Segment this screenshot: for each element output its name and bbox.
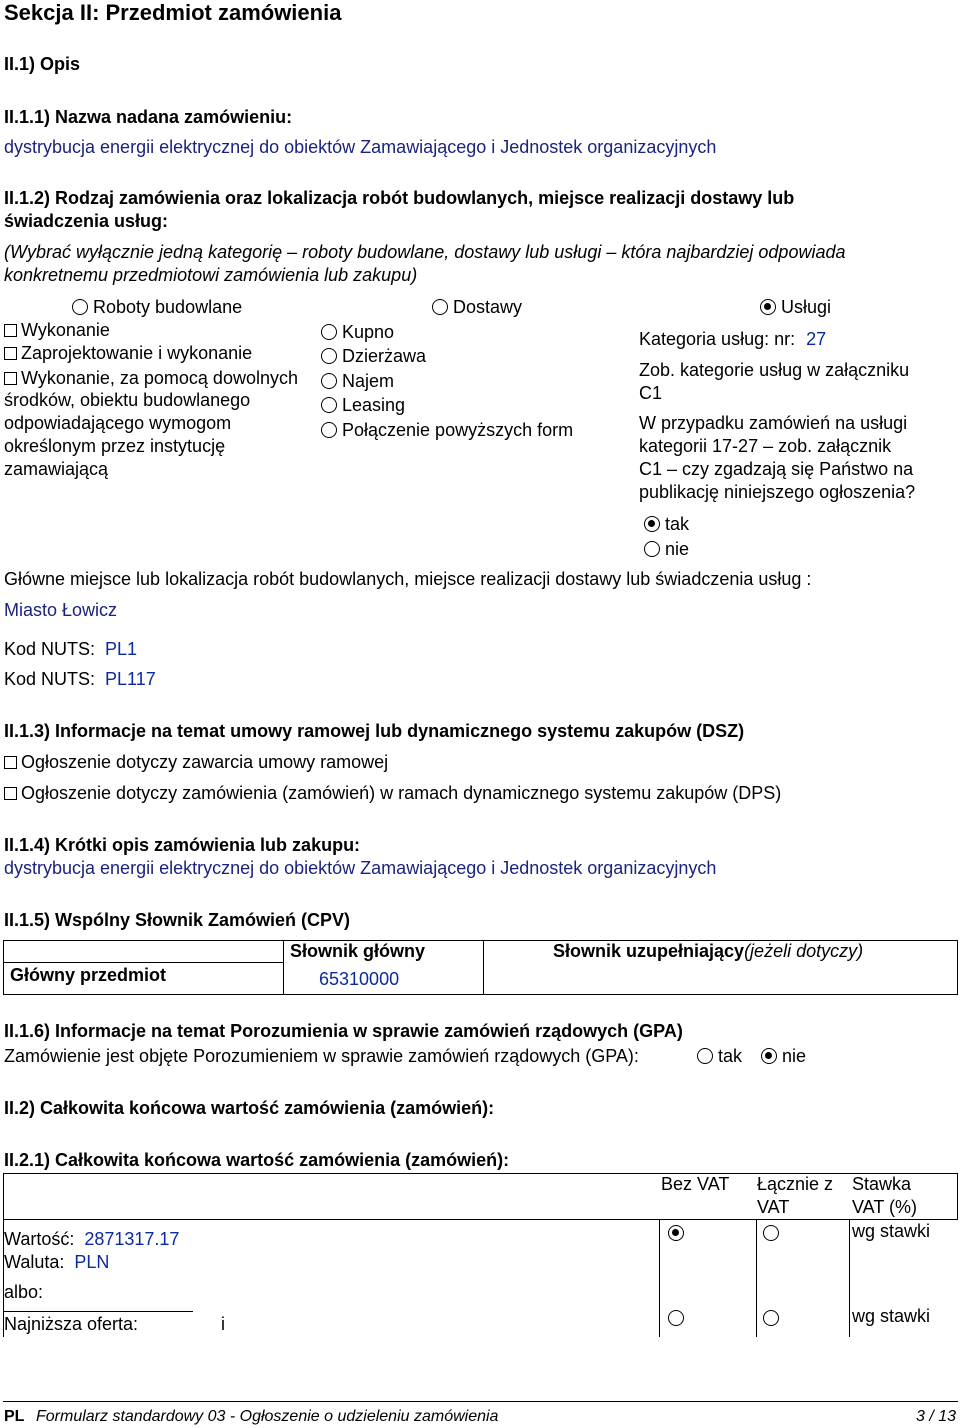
col-stawka-line2: VAT (%) (852, 1197, 918, 1217)
category-roboty[interactable] (72, 296, 242, 319)
radio-icon[interactable] (668, 1310, 684, 1326)
framework-option-2[interactable] (4, 782, 781, 805)
contract-name-value: dystrybucja energii elektrycznej do obiektów Zamawiającego i Jednostek organizacyjnych (4, 137, 717, 157)
roboty-option-zaprojektowanie[interactable] (4, 342, 252, 365)
cpv-col-main: Słownik główny (290, 941, 426, 961)
waluta-value: PLN (74, 1252, 110, 1272)
publication-tak[interactable] (644, 513, 689, 536)
category-uslugi[interactable] (760, 296, 831, 319)
radio-icon[interactable] (697, 1048, 713, 1064)
roboty-option-wykonanie[interactable] (4, 319, 110, 342)
nuts-code-2 (4, 668, 156, 691)
kategoria-label: Kategoria usług: nr: (639, 329, 796, 349)
kategoria-value: 27 (806, 329, 827, 349)
publication-question-line: publikację niniejszego ogłoszenia? (639, 482, 916, 502)
col-lacznie-line2: VAT (757, 1197, 790, 1217)
category-roboty-label: Roboty budowlane (93, 297, 243, 317)
bez-vat-radio[interactable] (668, 1222, 689, 1245)
radio-icon[interactable] (321, 324, 337, 340)
radio-selected-icon[interactable] (760, 299, 776, 315)
location-value: Miasto Łowicz (4, 600, 118, 620)
category-dostawy-label: Dostawy (453, 297, 523, 317)
cpv-col-supp-label: Słownik uzupełniający (553, 941, 745, 961)
gpa-tak[interactable] (697, 1045, 742, 1068)
dostawy-option-najem[interactable] (321, 370, 394, 393)
lacznie-vat-radio[interactable] (763, 1222, 784, 1245)
checkbox-icon[interactable] (4, 756, 17, 769)
cpv-col-supp (553, 940, 863, 963)
roboty-option-line: określonym przez instytucję (4, 436, 226, 456)
waluta-row (4, 1251, 109, 1274)
footer-page: 3 / 13 (915, 1408, 956, 1425)
publication-question-line: W przypadku zamówień na usługi (639, 413, 908, 433)
radio-icon[interactable] (72, 299, 88, 315)
heading-ii14: II.1.4) Krótki opis zamówienia lub zakupu: (4, 835, 361, 855)
category-note-line1: (Wybrać wyłącznie jedną kategorię – roboty budowlane, dostawy lub usługi – która najbardziej odpowiada (4, 242, 846, 262)
nuts-code-1 (4, 638, 137, 661)
nie-label: nie (782, 1046, 807, 1066)
heading-ii13: II.1.3) Informacje na temat umowy ramowej lub dynamicznego systemu zakupów (DSZ) (4, 721, 745, 741)
tak-label: tak (665, 514, 690, 534)
radio-icon[interactable] (321, 397, 337, 413)
radio-icon[interactable] (763, 1310, 779, 1326)
category-note-line2: konkretnemu przedmiotowi zamówienia lub zakupu) (4, 265, 418, 285)
radio-icon[interactable] (321, 348, 337, 364)
cpv-row-label: Główny przedmiot (10, 965, 167, 985)
col-lacznie-line1: Łącznie z (757, 1174, 834, 1194)
dostawy-option-kupno[interactable] (321, 321, 394, 344)
framework-option-1[interactable] (4, 751, 388, 774)
location-label: Główne miejsce lub lokalizacja robót budowlanych, miejsce realizacji dostawy lub świadczenia usług : (4, 569, 812, 589)
heading-ii1: II.1) Opis (4, 54, 81, 74)
heading-ii12-line1: II.1.2) Rodzaj zamówienia oraz lokalizacja robót budowlanych, miejsce realizacji dostawy lub (4, 188, 795, 208)
publication-question-line: C1 – czy zgadzają się Państwo na (639, 459, 914, 479)
checkbox-icon[interactable] (4, 787, 17, 800)
nuts-label: Kod NUTS: (4, 639, 96, 659)
wartosc-value: 2871317.17 (84, 1229, 180, 1249)
publication-nie[interactable] (644, 538, 689, 561)
gpa-question: Zamówienie jest objęte Porozumieniem w sprawie zamówień rządowych (GPA): (4, 1046, 639, 1066)
option-label: Wykonanie, za pomocą dowolnych (21, 368, 298, 388)
nuts-label: Kod NUTS: (4, 669, 96, 689)
option-label: Dzierżawa (342, 346, 427, 366)
option-label: Leasing (342, 395, 406, 415)
stawka-value-1: wg stawki (852, 1221, 931, 1241)
section-title: Sekcja II: Przedmiot zamówienia (4, 0, 342, 25)
nuts-value: PL1 (105, 639, 138, 659)
option-label: Zaprojektowanie i wykonanie (21, 343, 253, 363)
radio-selected-icon[interactable] (668, 1225, 684, 1241)
radio-icon[interactable] (321, 373, 337, 389)
stawka-value-2: wg stawki (852, 1306, 931, 1326)
roboty-option-line: odpowiadającego wymogom (4, 413, 232, 433)
checkbox-icon[interactable] (4, 324, 17, 337)
roboty-option-dowolne[interactable] (4, 367, 298, 390)
dostawy-option-leasing[interactable] (321, 394, 405, 417)
heading-ii16: II.1.6) Informacje na temat Porozumienia w sprawie zamówień rządowych (GPA) (4, 1021, 683, 1041)
zob-line1: Zob. kategorie usług w załączniku (639, 360, 910, 380)
radio-icon[interactable] (644, 541, 660, 557)
footer-country: PL (4, 1408, 25, 1425)
zob-line2: C1 (639, 383, 663, 403)
heading-ii2: II.2) Całkowita końcowa wartość zamówienia (zamówień): (4, 1098, 495, 1118)
heading-ii15: II.1.5) Wspólny Słownik Zamówień (CPV) (4, 910, 351, 930)
najnizsza-label: Najniższa oferta: (4, 1314, 139, 1334)
radio-selected-icon[interactable] (644, 516, 660, 532)
heading-ii21: II.2.1) Całkowita końcowa wartość zamówienia (zamówień): (4, 1150, 510, 1170)
publication-question-line: kategorii 17-27 – zob. załącznik (639, 436, 892, 456)
heading-ii11: II.1.1) Nazwa nadana zamówieniu: (4, 107, 293, 127)
kategoria-uslug (639, 328, 826, 351)
roboty-option-line: środków, obiektu budowlanego (4, 390, 251, 410)
dostawy-option-polaczenie[interactable] (321, 419, 573, 442)
najnizsza-i: i (221, 1314, 225, 1334)
waluta-label: Waluta: (4, 1252, 65, 1272)
albo-label: albo: (4, 1282, 44, 1302)
heading-ii12-line2: świadczenia usług: (4, 211, 169, 231)
roboty-option-line: zamawiającą (4, 459, 109, 479)
checkbox-icon[interactable] (4, 372, 17, 385)
option-label: Ogłoszenie dotyczy zamówienia (zamówień) w ramach dynamicznego systemu zakupów (DPS) (21, 783, 782, 803)
radio-icon[interactable] (763, 1225, 779, 1241)
option-label: Ogłoszenie dotyczy zawarcia umowy ramowej (21, 752, 389, 772)
dostawy-option-dzierzawa[interactable] (321, 345, 426, 368)
radio-icon[interactable] (321, 422, 337, 438)
nie-label: nie (665, 539, 690, 559)
option-label: Kupno (342, 322, 395, 342)
option-label: Najem (342, 371, 395, 391)
cpv-main-code: 65310000 (319, 969, 400, 989)
wartosc-row (4, 1228, 179, 1251)
category-uslugi-label: Usługi (781, 297, 832, 317)
najnizsza-bez-vat-radio[interactable] (668, 1307, 689, 1330)
najnizsza-lacznie-radio[interactable] (763, 1307, 784, 1330)
col-stawka-line1: Stawka (852, 1174, 912, 1194)
radio-icon[interactable] (432, 299, 448, 315)
option-label: Wykonanie (21, 320, 110, 340)
footer-form: Formularz standardowy 03 - Ogłoszenie o udzieleniu zamówienia (36, 1408, 499, 1425)
checkbox-icon[interactable] (4, 347, 17, 360)
category-dostawy[interactable] (432, 296, 522, 319)
cpv-col-supp-note: (jeżeli dotyczy) (744, 941, 864, 961)
option-label: Połączenie powyższych form (342, 420, 574, 440)
col-bez-vat: Bez VAT (661, 1174, 730, 1194)
short-description-value: dystrybucja energii elektrycznej do obiektów Zamawiającego i Jednostek organizacyjnych (4, 858, 717, 878)
radio-selected-icon[interactable] (761, 1048, 777, 1064)
gpa-nie[interactable] (761, 1045, 806, 1068)
tak-label: tak (718, 1046, 743, 1066)
wartosc-label: Wartość: (4, 1229, 75, 1249)
nuts-value: PL117 (105, 669, 156, 689)
